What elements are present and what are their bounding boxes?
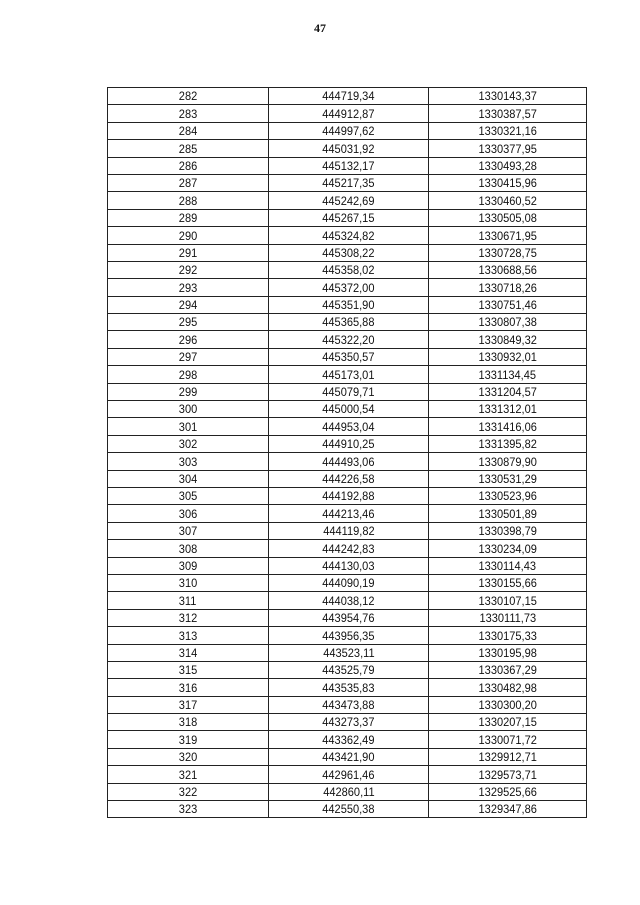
x-coordinate-cell	[269, 540, 429, 557]
point-number-cell-text: 322	[178, 785, 198, 800]
point-number-cell-text: 294	[178, 298, 198, 313]
y-coordinate-cell	[429, 540, 587, 557]
y-coordinate-cell	[429, 209, 587, 226]
point-number-cell-text: 287	[178, 176, 198, 191]
x-coordinate-cell	[269, 261, 429, 278]
point-number-cell	[108, 731, 269, 748]
y-coordinate-cell	[429, 122, 587, 139]
point-number-cell-text: 316	[178, 680, 198, 695]
y-coordinate-cell	[429, 418, 587, 435]
y-coordinate-cell-text: 1330377,95	[478, 141, 537, 156]
y-coordinate-cell-text: 1330718,26	[478, 280, 537, 295]
y-coordinate-cell	[429, 401, 587, 418]
point-number-cell-text: 313	[178, 628, 198, 643]
point-number-cell	[108, 696, 269, 713]
x-coordinate-cell-text: 445000,54	[322, 402, 375, 417]
x-coordinate-cell	[269, 679, 429, 696]
point-number-cell	[108, 435, 269, 452]
point-number-cell	[108, 279, 269, 296]
point-number-cell	[108, 418, 269, 435]
table-row	[108, 487, 587, 504]
y-coordinate-cell-text: 1330387,57	[478, 106, 537, 121]
y-coordinate-cell	[429, 453, 587, 470]
table-row	[108, 383, 587, 400]
y-coordinate-cell-text: 1330071,72	[478, 732, 537, 747]
x-coordinate-cell	[269, 714, 429, 731]
x-coordinate-cell	[269, 122, 429, 139]
point-number-cell	[108, 88, 269, 105]
table-row	[108, 244, 587, 261]
point-number-cell	[108, 331, 269, 348]
x-coordinate-cell	[269, 627, 429, 644]
y-coordinate-cell	[429, 435, 587, 452]
table-row	[108, 209, 587, 226]
x-coordinate-cell	[269, 505, 429, 522]
point-number-cell	[108, 592, 269, 609]
x-coordinate-cell-text: 444192,88	[322, 489, 375, 504]
point-number-cell-text: 306	[178, 506, 198, 521]
y-coordinate-cell	[429, 296, 587, 313]
point-number-cell	[108, 801, 269, 818]
point-number-cell	[108, 609, 269, 626]
point-number-cell-text: 301	[178, 419, 198, 434]
y-coordinate-cell-text: 1330114,43	[478, 558, 537, 573]
x-coordinate-cell-text: 445350,57	[322, 350, 375, 365]
y-coordinate-cell-text: 1330879,90	[478, 454, 537, 469]
table-row	[108, 540, 587, 557]
table-row	[108, 331, 587, 348]
table-row	[108, 261, 587, 278]
point-number-cell-text: 310	[178, 576, 198, 591]
x-coordinate-cell	[269, 661, 429, 678]
point-number-cell-text: 309	[178, 558, 198, 573]
table-row	[108, 174, 587, 191]
point-number-cell-text: 282	[178, 89, 198, 104]
x-coordinate-cell	[269, 192, 429, 209]
point-number-cell-text: 311	[179, 593, 197, 608]
y-coordinate-cell-text: 1330505,08	[478, 211, 537, 226]
point-number-cell	[108, 348, 269, 365]
y-coordinate-cell	[429, 557, 587, 574]
y-coordinate-cell	[429, 383, 587, 400]
y-coordinate-cell-text: 1330849,32	[478, 332, 537, 347]
table-row	[108, 192, 587, 209]
x-coordinate-cell	[269, 383, 429, 400]
y-coordinate-cell	[429, 192, 587, 209]
y-coordinate-cell-text: 1330107,15	[478, 593, 537, 608]
y-coordinate-cell-text: 1330671,95	[478, 228, 537, 243]
x-coordinate-cell-text: 444038,12	[322, 593, 375, 608]
point-number-cell-text: 319	[178, 732, 198, 747]
x-coordinate-cell-text: 443535,83	[322, 680, 375, 695]
x-coordinate-cell-text: 443421,90	[322, 750, 375, 765]
x-coordinate-cell	[269, 731, 429, 748]
x-coordinate-cell	[269, 88, 429, 105]
table-row	[108, 227, 587, 244]
y-coordinate-cell	[429, 140, 587, 157]
x-coordinate-cell	[269, 609, 429, 626]
table-row	[108, 644, 587, 661]
x-coordinate-cell	[269, 453, 429, 470]
point-number-cell-text: 303	[178, 454, 198, 469]
y-coordinate-cell-text: 1330207,15	[478, 715, 537, 730]
point-number-cell	[108, 366, 269, 383]
x-coordinate-cell	[269, 157, 429, 174]
point-number-cell	[108, 453, 269, 470]
x-coordinate-cell-text: 445079,71	[322, 385, 375, 400]
y-coordinate-cell	[429, 522, 587, 539]
table-row	[108, 731, 587, 748]
y-coordinate-cell-text: 1329347,86	[478, 802, 537, 817]
point-number-cell	[108, 174, 269, 191]
x-coordinate-cell	[269, 696, 429, 713]
point-number-cell	[108, 505, 269, 522]
point-number-cell-text: 285	[178, 141, 198, 156]
table-row	[108, 661, 587, 678]
x-coordinate-cell	[269, 801, 429, 818]
y-coordinate-cell-text: 1330807,38	[478, 315, 537, 330]
y-coordinate-cell	[429, 331, 587, 348]
y-coordinate-cell	[429, 157, 587, 174]
y-coordinate-cell-text: 1330728,75	[478, 245, 537, 260]
x-coordinate-cell	[269, 140, 429, 157]
x-coordinate-cell-text: 445358,02	[322, 263, 375, 278]
point-number-cell-text: 307	[178, 524, 198, 539]
point-number-cell	[108, 209, 269, 226]
x-coordinate-cell-text: 444130,03	[322, 558, 375, 573]
table-row	[108, 714, 587, 731]
point-number-cell-text: 296	[178, 332, 198, 347]
y-coordinate-cell	[429, 766, 587, 783]
y-coordinate-cell-text: 1330482,98	[478, 680, 537, 695]
table-row	[108, 435, 587, 452]
point-number-cell-text: 299	[178, 385, 198, 400]
point-number-cell-text: 323	[178, 802, 198, 817]
table-row	[108, 401, 587, 418]
point-number-cell	[108, 714, 269, 731]
table-row	[108, 748, 587, 765]
point-number-cell	[108, 783, 269, 800]
x-coordinate-cell-text: 445324,82	[322, 228, 375, 243]
point-number-cell	[108, 227, 269, 244]
point-number-cell	[108, 487, 269, 504]
point-number-cell-text: 290	[178, 228, 198, 243]
x-coordinate-cell	[269, 574, 429, 591]
x-coordinate-cell	[269, 487, 429, 504]
y-coordinate-cell	[429, 661, 587, 678]
y-coordinate-cell-text: 1330501,89	[478, 506, 537, 521]
y-coordinate-cell-text: 1331204,57	[478, 385, 537, 400]
y-coordinate-cell	[429, 574, 587, 591]
table-row	[108, 348, 587, 365]
y-coordinate-cell-text: 1330460,52	[478, 193, 537, 208]
point-number-cell-text: 284	[178, 124, 198, 139]
point-number-cell-text: 298	[178, 367, 198, 382]
y-coordinate-cell	[429, 801, 587, 818]
y-coordinate-cell	[429, 487, 587, 504]
table-row	[108, 366, 587, 383]
y-coordinate-cell	[429, 261, 587, 278]
x-coordinate-cell-text: 445267,15	[322, 211, 375, 226]
x-coordinate-cell	[269, 557, 429, 574]
x-coordinate-cell-text: 444119,82	[322, 524, 375, 539]
y-coordinate-cell-text: 1330143,37	[478, 89, 537, 104]
point-number-cell	[108, 314, 269, 331]
x-coordinate-cell-text: 443525,79	[322, 663, 375, 678]
x-coordinate-cell	[269, 366, 429, 383]
x-coordinate-cell-text: 443954,76	[322, 611, 375, 626]
x-coordinate-cell	[269, 418, 429, 435]
y-coordinate-cell-text: 1331312,01	[478, 402, 537, 417]
point-number-cell-text: 292	[178, 263, 198, 278]
x-coordinate-cell-text: 444719,34	[322, 89, 375, 104]
y-coordinate-cell-text: 1330688,56	[478, 263, 537, 278]
point-number-cell-text: 286	[178, 158, 198, 173]
x-coordinate-cell-text: 444910,25	[322, 437, 375, 452]
point-number-cell	[108, 574, 269, 591]
point-number-cell	[108, 401, 269, 418]
x-coordinate-cell	[269, 296, 429, 313]
y-coordinate-cell	[429, 105, 587, 122]
x-coordinate-cell	[269, 279, 429, 296]
y-coordinate-cell	[429, 314, 587, 331]
y-coordinate-cell	[429, 627, 587, 644]
y-coordinate-cell-text: 1330234,09	[478, 541, 537, 556]
x-coordinate-cell	[269, 314, 429, 331]
x-coordinate-cell	[269, 783, 429, 800]
x-coordinate-cell	[269, 592, 429, 609]
table-row	[108, 140, 587, 157]
coordinates-table-body	[108, 88, 587, 818]
point-number-cell-text: 314	[178, 645, 198, 660]
table-row	[108, 296, 587, 313]
y-coordinate-cell	[429, 366, 587, 383]
y-coordinate-cell-text: 1330300,20	[478, 698, 537, 713]
x-coordinate-cell-text: 443473,88	[322, 698, 375, 713]
x-coordinate-cell-text: 445372,00	[322, 280, 375, 295]
point-number-cell	[108, 261, 269, 278]
x-coordinate-cell	[269, 435, 429, 452]
point-number-cell	[108, 748, 269, 765]
y-coordinate-cell-text: 1331416,06	[478, 419, 537, 434]
x-coordinate-cell-text: 443273,37	[322, 715, 375, 730]
table-row	[108, 505, 587, 522]
y-coordinate-cell	[429, 696, 587, 713]
point-number-cell	[108, 470, 269, 487]
point-number-cell	[108, 383, 269, 400]
x-coordinate-cell-text: 445217,35	[322, 176, 375, 191]
y-coordinate-cell	[429, 748, 587, 765]
table-row	[108, 557, 587, 574]
point-number-cell-text: 318	[178, 715, 198, 730]
y-coordinate-cell	[429, 783, 587, 800]
y-coordinate-cell	[429, 88, 587, 105]
table-row	[108, 574, 587, 591]
point-number-cell-text: 283	[178, 106, 198, 121]
y-coordinate-cell	[429, 174, 587, 191]
y-coordinate-cell	[429, 227, 587, 244]
point-number-cell	[108, 644, 269, 661]
x-coordinate-cell	[269, 227, 429, 244]
table-row	[108, 122, 587, 139]
x-coordinate-cell-text: 445308,22	[322, 245, 375, 260]
x-coordinate-cell-text: 443362,49	[322, 732, 375, 747]
x-coordinate-cell	[269, 209, 429, 226]
x-coordinate-cell	[269, 401, 429, 418]
x-coordinate-cell-text: 445031,92	[322, 141, 375, 156]
x-coordinate-cell	[269, 331, 429, 348]
point-number-cell	[108, 661, 269, 678]
point-number-cell	[108, 157, 269, 174]
point-number-cell-text: 297	[178, 350, 198, 365]
y-coordinate-cell-text: 1330195,98	[478, 645, 537, 660]
x-coordinate-cell	[269, 105, 429, 122]
table-row	[108, 522, 587, 539]
point-number-cell-text: 308	[178, 541, 198, 556]
x-coordinate-cell	[269, 644, 429, 661]
x-coordinate-cell-text: 444090,19	[322, 576, 375, 591]
point-number-cell-text: 321	[178, 767, 198, 782]
point-number-cell-text: 293	[178, 280, 198, 295]
table-row	[108, 105, 587, 122]
x-coordinate-cell	[269, 244, 429, 261]
table-row	[108, 609, 587, 626]
point-number-cell	[108, 679, 269, 696]
y-coordinate-cell-text: 1330111,73	[479, 611, 536, 626]
y-coordinate-cell-text: 1330398,79	[478, 524, 537, 539]
y-coordinate-cell	[429, 731, 587, 748]
x-coordinate-cell-text: 445132,17	[322, 158, 375, 173]
x-coordinate-cell-text: 442961,46	[322, 767, 375, 782]
y-coordinate-cell	[429, 644, 587, 661]
x-coordinate-cell-text: 445351,90	[322, 298, 375, 313]
x-coordinate-cell	[269, 766, 429, 783]
point-number-cell	[108, 522, 269, 539]
table-row	[108, 279, 587, 296]
y-coordinate-cell-text: 1331134,45	[478, 367, 537, 382]
x-coordinate-cell-text: 444226,58	[322, 471, 375, 486]
point-number-cell-text: 305	[178, 489, 198, 504]
point-number-cell	[108, 244, 269, 261]
x-coordinate-cell	[269, 174, 429, 191]
point-number-cell	[108, 296, 269, 313]
point-number-cell-text: 295	[178, 315, 198, 330]
x-coordinate-cell-text: 445365,88	[322, 315, 375, 330]
point-number-cell	[108, 627, 269, 644]
x-coordinate-cell	[269, 348, 429, 365]
y-coordinate-cell-text: 1330415,96	[478, 176, 537, 191]
table-row	[108, 801, 587, 818]
y-coordinate-cell-text: 1330367,29	[478, 663, 537, 678]
y-coordinate-cell	[429, 714, 587, 731]
point-number-cell-text: 317	[178, 698, 198, 713]
x-coordinate-cell-text: 445242,69	[322, 193, 375, 208]
point-number-cell-text: 304	[178, 471, 198, 486]
point-number-cell-text: 312	[178, 611, 198, 626]
y-coordinate-cell	[429, 244, 587, 261]
table-row	[108, 783, 587, 800]
y-coordinate-cell-text: 1330493,28	[478, 158, 537, 173]
y-coordinate-cell-text: 1329525,66	[478, 785, 537, 800]
table-row	[108, 679, 587, 696]
y-coordinate-cell-text: 1330523,96	[478, 489, 537, 504]
x-coordinate-cell-text: 444213,46	[322, 506, 375, 521]
y-coordinate-cell-text: 1330155,66	[478, 576, 537, 591]
y-coordinate-cell	[429, 592, 587, 609]
x-coordinate-cell-text: 443523,11	[322, 645, 375, 660]
table-row	[108, 157, 587, 174]
point-number-cell-text: 300	[178, 402, 198, 417]
table-row	[108, 696, 587, 713]
point-number-cell	[108, 122, 269, 139]
point-number-cell	[108, 766, 269, 783]
y-coordinate-cell	[429, 679, 587, 696]
page-number: 47	[314, 21, 326, 35]
x-coordinate-cell-text: 444953,04	[322, 419, 375, 434]
point-number-cell-text: 288	[178, 193, 198, 208]
table-row	[108, 592, 587, 609]
point-number-cell-text: 315	[178, 663, 198, 678]
table-row	[108, 627, 587, 644]
point-number-cell	[108, 557, 269, 574]
x-coordinate-cell-text: 445173,01	[322, 367, 375, 382]
y-coordinate-cell-text: 1330175,33	[478, 628, 537, 643]
x-coordinate-cell-text: 444242,83	[322, 541, 375, 556]
point-number-cell	[108, 192, 269, 209]
y-coordinate-cell	[429, 505, 587, 522]
y-coordinate-cell-text: 1329912,71	[478, 750, 537, 765]
x-coordinate-cell	[269, 470, 429, 487]
point-number-cell-text: 320	[178, 750, 198, 765]
y-coordinate-cell	[429, 609, 587, 626]
y-coordinate-cell-text: 1330932,01	[478, 350, 537, 365]
table-row	[108, 418, 587, 435]
x-coordinate-cell-text: 443956,35	[322, 628, 375, 643]
y-coordinate-cell-text: 1330321,16	[478, 124, 537, 139]
point-number-cell	[108, 140, 269, 157]
x-coordinate-cell-text: 444493,06	[322, 454, 375, 469]
x-coordinate-cell-text: 444997,62	[322, 124, 375, 139]
y-coordinate-cell-text: 1331395,82	[478, 437, 537, 452]
point-number-cell	[108, 105, 269, 122]
y-coordinate-cell	[429, 470, 587, 487]
point-number-cell-text: 291	[178, 245, 198, 260]
y-coordinate-cell-text: 1330531,29	[478, 471, 537, 486]
y-coordinate-cell	[429, 279, 587, 296]
x-coordinate-cell-text: 444912,87	[322, 106, 375, 121]
x-coordinate-cell-text: 442550,38	[322, 802, 375, 817]
x-coordinate-cell-text: 442860,11	[322, 785, 375, 800]
table-row	[108, 314, 587, 331]
point-number-cell-text: 289	[178, 211, 198, 226]
table-row	[108, 88, 587, 105]
y-coordinate-cell	[429, 348, 587, 365]
coordinates-table	[107, 87, 587, 818]
y-coordinate-cell-text: 1329573,71	[478, 767, 537, 782]
point-number-cell-text: 302	[178, 437, 198, 452]
x-coordinate-cell-text: 445322,20	[322, 332, 375, 347]
y-coordinate-cell-text: 1330751,46	[478, 298, 537, 313]
table-row	[108, 453, 587, 470]
point-number-cell	[108, 540, 269, 557]
x-coordinate-cell	[269, 522, 429, 539]
x-coordinate-cell	[269, 748, 429, 765]
table-row	[108, 766, 587, 783]
table-row	[108, 470, 587, 487]
